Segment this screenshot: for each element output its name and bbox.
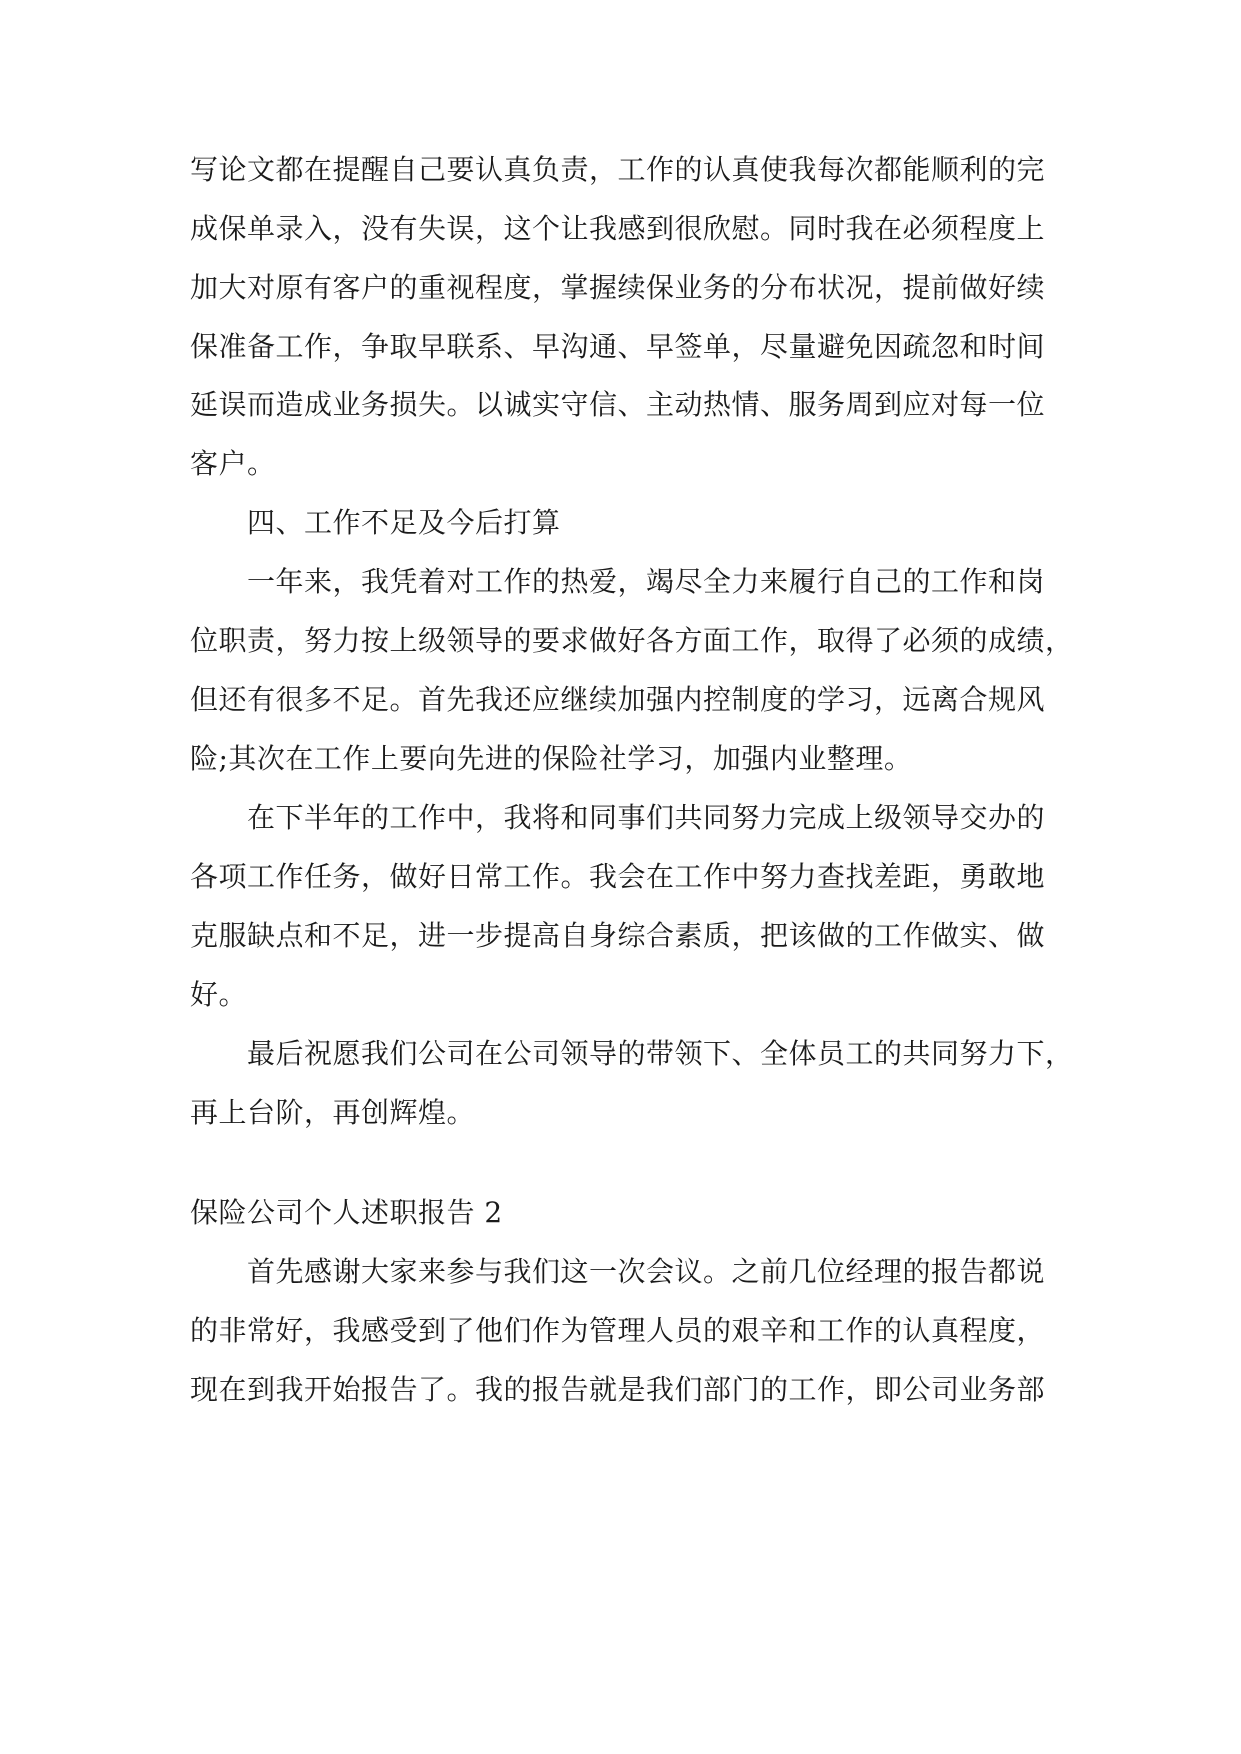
paragraph-line: 保准备工作，争取早联系、早沟通、早签单，尽量避免因疏忽和时间 <box>190 330 1046 363</box>
paragraph-line: 一年来，我凭着对工作的热爱，竭尽全力来履行自己的工作和岗 <box>247 565 1046 598</box>
paragraph-line: 但还有很多不足。首先我还应继续加强内控制度的学习，远离合规风 <box>190 683 1046 716</box>
paragraph-line: 客户。 <box>190 447 276 480</box>
paragraph-line: 现在到我开始报告了。我的报告就是我们部门的工作，即公司业务部 <box>190 1373 1046 1406</box>
paragraph-line: 的非常好，我感受到了他们作为管理人员的艰辛和工作的认真程度， <box>190 1314 1046 1347</box>
paragraph-line: 在下半年的工作中，我将和同事们共同努力完成上级领导交办的 <box>247 801 1046 834</box>
paragraph-line: 位职责，努力按上级领导的要求做好各方面工作，取得了必须的成绩， <box>190 624 1074 657</box>
paragraph-line: 险;其次在工作上要向先进的保险社学习，加强内业整理。 <box>190 742 913 775</box>
section-heading: 四、工作不足及今后打算 <box>247 506 561 539</box>
paragraph-line: 首先感谢大家来参与我们这一次会议。之前几位经理的报告都说 <box>247 1255 1046 1288</box>
paragraph-line: 好。 <box>190 978 248 1011</box>
paragraph-line: 加大对原有客户的重视程度，掌握续保业务的分布状况，提前做好续 <box>190 271 1046 304</box>
paragraph-line: 写论文都在提醒自己要认真负责，工作的认真使我每次都能顺利的完 <box>190 153 1046 186</box>
report-title: 保险公司个人述职报告 2 <box>190 1196 503 1229</box>
paragraph-line: 最后祝愿我们公司在公司领导的带领下、全体员工的共同努力下， <box>247 1037 1074 1070</box>
paragraph-line: 成保单录入，没有失误，这个让我感到很欣慰。同时我在必须程度上 <box>190 212 1046 245</box>
paragraph-line: 克服缺点和不足，进一步提高自身综合素质，把该做的工作做实、做 <box>190 919 1046 952</box>
paragraph-line: 各项工作任务，做好日常工作。我会在工作中努力查找差距，勇敢地 <box>190 860 1046 893</box>
paragraph-line: 再上台阶，再创辉煌。 <box>190 1096 476 1129</box>
paragraph-line: 延误而造成业务损失。以诚实守信、主动热情、服务周到应对每一位 <box>190 388 1046 421</box>
